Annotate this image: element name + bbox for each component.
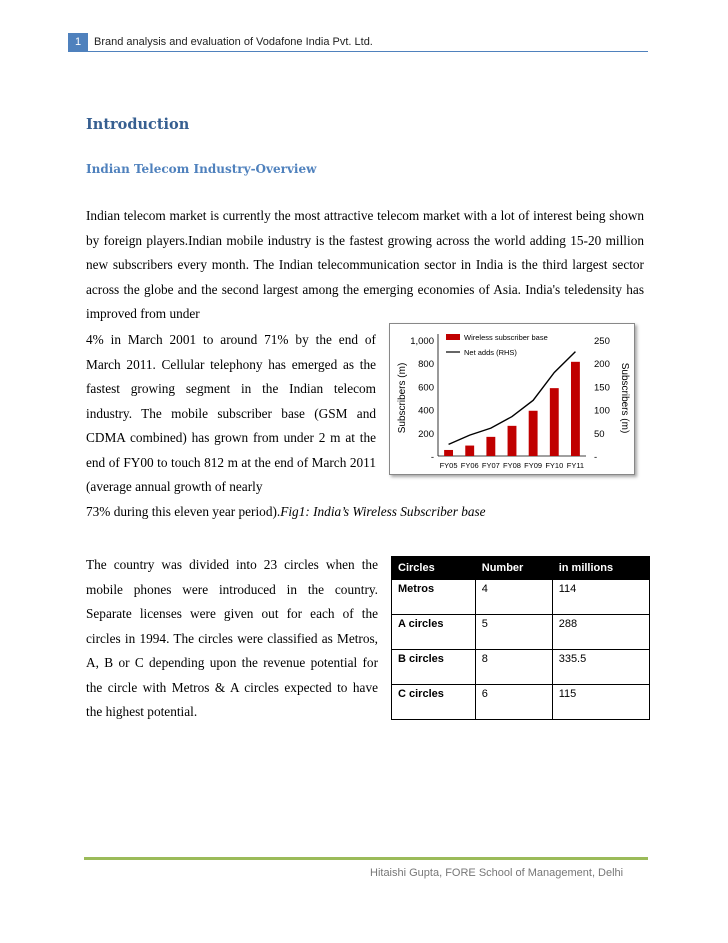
table-header-cell: in millions <box>552 557 649 580</box>
paragraph-circles: The country was divided into 23 circles when the mobile phones were introduced in the country. Separate licenses were given out for each of the circles in 1994. The circles were classified as Metros, A, B or C depending upon the revenue potential for the circle with Metros & A circles expected to have the highest potential. <box>86 557 378 719</box>
table-row <box>392 685 650 720</box>
y-tick-label-right: 200 <box>594 359 610 371</box>
table-header-cell: Circles <box>392 557 476 580</box>
y-tick-label-left: 600 <box>418 382 434 394</box>
bar <box>508 426 517 456</box>
table-cell: 114 <box>552 580 649 615</box>
y-tick-label-left: 800 <box>418 359 434 371</box>
table-cell: Metros <box>392 580 476 615</box>
y-axis-title-right: Subscribers (m) <box>619 362 630 434</box>
bar <box>465 446 474 456</box>
section-heading: Introduction <box>86 116 190 133</box>
paragraph-teledensity: 4% in March 2001 to around 71% by the end of March 2011. Cellular telephony has emerged as the fastest growing segment in the Indian telecom industry. The mobile subscriber base (GSM and CDMA combined) has grown from under 2 m at the end of FY00 to touch 812 m at the end of March 2011 (average annual growth of nearly <box>86 332 376 494</box>
x-tick-label: FY06 <box>460 461 479 470</box>
table-cell: 115 <box>552 685 649 720</box>
table-cell: B circles <box>392 650 476 685</box>
y-tick-label-left: - <box>430 452 434 463</box>
y-tick-label-left: 1,000 <box>410 336 434 347</box>
page-number: 1 <box>68 33 88 51</box>
table-cell: 288 <box>552 615 649 650</box>
x-tick-label: FY11 <box>566 461 585 470</box>
x-tick-label: FY07 <box>481 461 500 470</box>
x-tick-label: FY09 <box>524 461 543 470</box>
bar <box>486 437 495 456</box>
x-tick-label: FY08 <box>503 461 521 470</box>
y-axis-title-left: Subscribers (m) <box>397 362 408 434</box>
footer-rule <box>84 857 648 860</box>
subsection-heading: Indian Telecom Industry-Overview <box>86 162 317 176</box>
table-row <box>392 615 650 650</box>
table-cell: A circles <box>392 615 476 650</box>
subscriber-chart-svg <box>390 324 634 474</box>
subscriber-chart <box>389 323 635 475</box>
x-tick-label: FY10 <box>545 461 564 470</box>
footer-text: Hitaishi Gupta, FORE School of Management, Delhi <box>370 867 624 879</box>
table-cell: 8 <box>475 650 552 685</box>
y-tick-label-right: 250 <box>594 336 610 347</box>
paragraph-growth <box>86 500 644 525</box>
y-tick-label-right: 100 <box>594 405 610 417</box>
legend-swatch-bar <box>446 334 460 340</box>
table-header-row <box>392 557 650 580</box>
table-cell: 335.5 <box>552 650 649 685</box>
y-tick-label-right: 150 <box>594 382 610 394</box>
table-cell: C circles <box>392 685 476 720</box>
header-rule <box>68 51 648 52</box>
bar <box>444 450 453 456</box>
document-title: Brand analysis and evaluation of Vodafone India Pvt. Ltd. <box>94 36 373 48</box>
paragraph-growth-text: 73% during this eleven year period). <box>86 504 281 519</box>
table-row <box>392 650 650 685</box>
y-tick-label-left: 400 <box>418 405 434 417</box>
bar <box>529 411 538 456</box>
table-row <box>392 580 650 615</box>
table-cell: 6 <box>475 685 552 720</box>
bar <box>550 388 559 456</box>
table-cell: 4 <box>475 580 552 615</box>
table-cell: 5 <box>475 615 552 650</box>
y-tick-label-right: 50 <box>594 428 605 440</box>
table-header-cell: Number <box>475 557 552 580</box>
legend-label-line: Net adds (RHS) <box>464 348 517 357</box>
x-tick-label: FY05 <box>439 461 458 470</box>
figure-caption: Fig1: India’s Wireless Subscriber base <box>280 504 486 519</box>
y-tick-label-left: 200 <box>418 428 434 440</box>
legend-label-bar: Wireless subscriber base <box>464 333 548 342</box>
circles-table <box>391 556 650 720</box>
bar <box>571 362 580 456</box>
y-tick-label-right: - <box>594 452 598 463</box>
paragraph-intro: Indian telecom market is currently the most attractive telecom market with a lot of interest being shown by foreign players.Indian mobile industry is the fastest growing across the world adding 15-20 million new subscribers every month. The Indian telecommunication sector in India is the third largest sector across the globe and the second largest among the emerging economies of Asia. India's teledensity has improved from under <box>86 208 644 321</box>
